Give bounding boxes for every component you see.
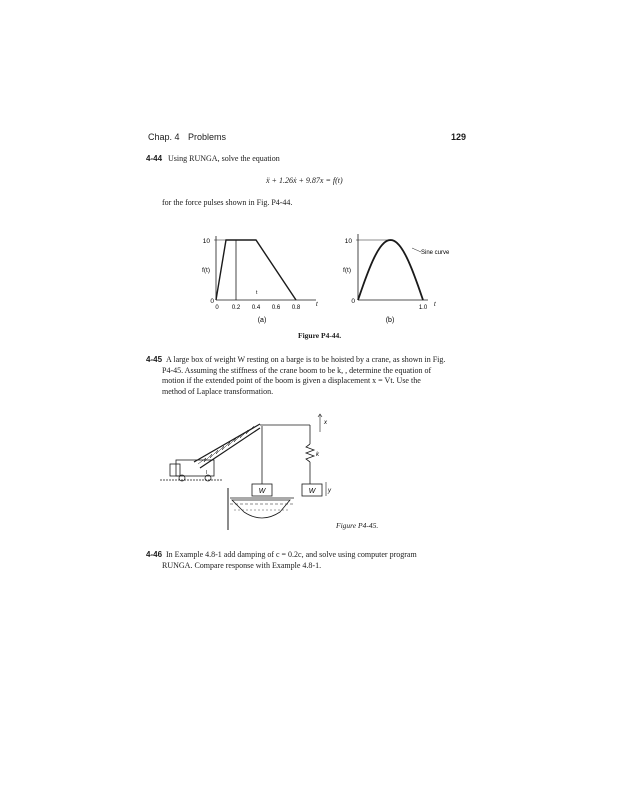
panel-label-b: (b) [385, 317, 395, 324]
label-y: y [328, 488, 331, 494]
crane-cab [170, 464, 180, 476]
figure-p4-44-caption: Figure P4-44. [298, 331, 342, 340]
panel-a [214, 236, 316, 300]
problem-4-45 [146, 355, 445, 397]
x-tick-a: 0.8 [291, 305, 301, 311]
xlabel-b: t [434, 302, 436, 308]
problem-number: 4-44 [146, 154, 163, 163]
figure-p4-44 [190, 226, 450, 328]
box-label-right: W [308, 488, 316, 495]
figure-p4-45 [160, 412, 360, 534]
inner-label-a: t [256, 290, 258, 296]
problem-4-44 [146, 154, 280, 165]
crane-label: l [206, 470, 208, 476]
x-tick-a: 0 [215, 305, 219, 311]
y-zero-a: 0 [210, 298, 214, 305]
figure-p4-45-caption: Figure P4-45. [336, 521, 379, 530]
problem-text: Using RUNGA, solve the equation [168, 154, 280, 163]
ylabel-a: f(t) [202, 267, 210, 274]
label-k: k [316, 452, 319, 458]
problem-number: 4-45 [146, 355, 163, 364]
problem-line: A large box of weight W resting on a barge is to be hoisted by a crane, as shown in Fig. [166, 355, 446, 364]
x-tick-a: 0.2 [231, 305, 241, 311]
y-zero-b: 0 [351, 298, 355, 305]
x-tick-b: 1.0 [418, 305, 428, 311]
label-x: x [324, 420, 327, 426]
section-label: Problems [188, 132, 227, 142]
problem-line: method of Laplace transformation. [162, 386, 274, 396]
y-tick-a: 10 [202, 238, 210, 245]
box-label-left: W [258, 488, 266, 495]
curve-label-leader [412, 248, 421, 252]
problem-line: P4-45. Assuming the stiffness of the crane boom to be k, , determine the equation of [162, 365, 432, 375]
equation: ẍ + 1.26ẋ + 9.87x = f(t) [266, 176, 343, 185]
panel-label-a: (a) [257, 317, 267, 324]
spring-k [306, 444, 314, 462]
x-tick-a: 0.4 [251, 305, 261, 311]
panel-b [356, 234, 428, 300]
ylabel-b: f(t) [343, 267, 351, 274]
page-number: 129 [451, 132, 467, 142]
problem-line: In Example 4.8-1 add damping of c = 0.2c, and solve using computer program [166, 550, 417, 559]
problem-number: 4-46 [146, 550, 163, 559]
sine-curve-b [358, 240, 423, 300]
y-tick-b: 10 [344, 238, 352, 245]
boom-lower [200, 428, 260, 468]
problem-line: RUNGA. Compare response with Example 4.8-1. [162, 560, 322, 570]
barge-hull [232, 500, 290, 518]
problem-4-44-after: for the force pulses shown in Fig. P4-44. [162, 198, 293, 207]
x-tick-a: 0.6 [271, 305, 281, 311]
problem-line: motion if the extended point of the boom is given a displacement x = Vt. Use the [162, 376, 421, 385]
xlabel-a: t [316, 302, 318, 308]
chapter-label: Chap. 4 [148, 132, 180, 142]
problem-4-46 [146, 550, 417, 571]
curve-label-b: Sine curve [421, 250, 450, 256]
